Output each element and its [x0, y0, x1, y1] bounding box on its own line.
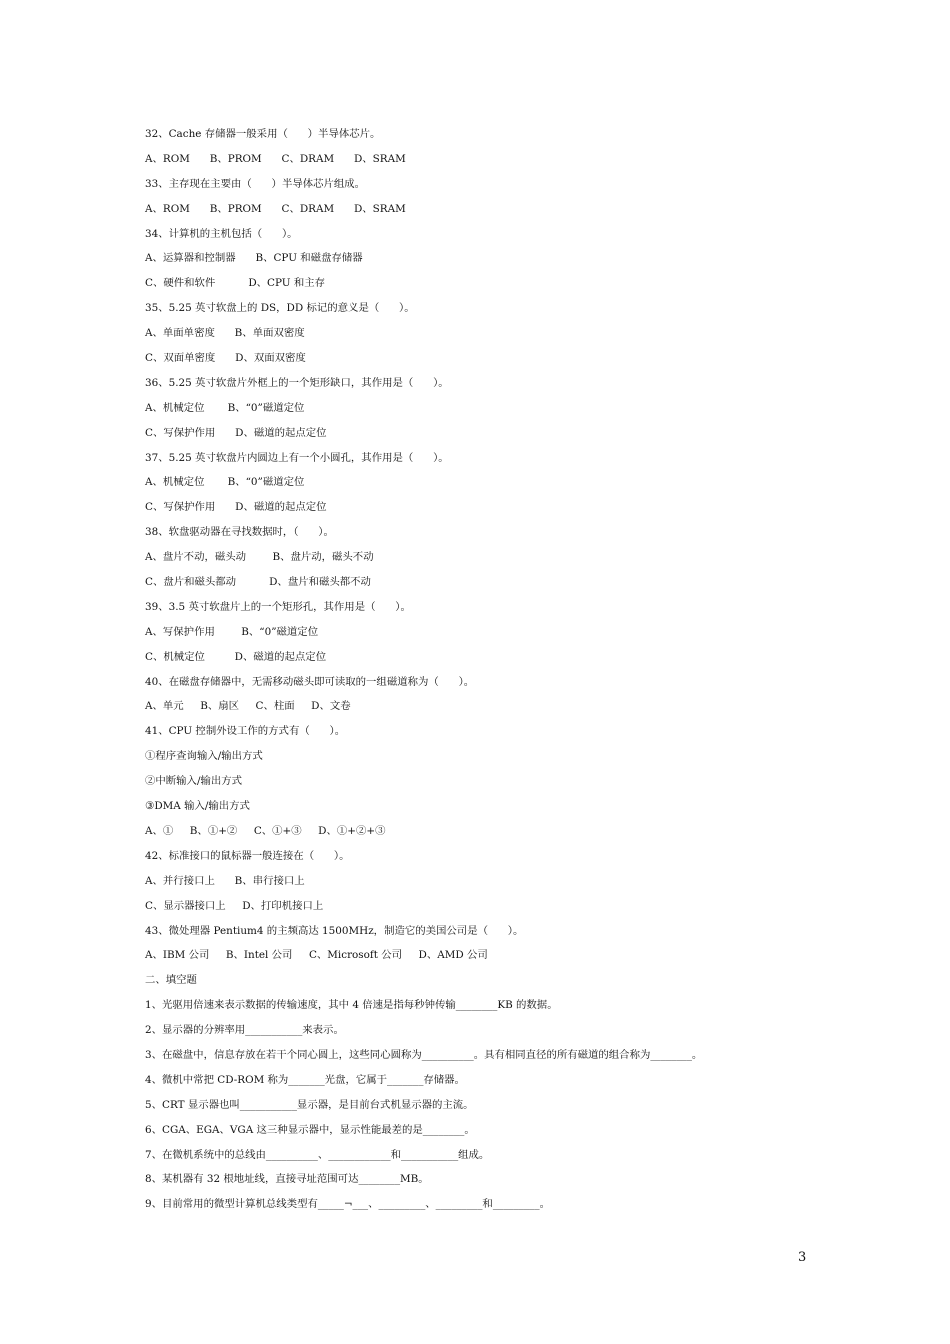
- text-line: 6、CGA、EGA、VGA 这三种显示器中，显示性能最差的是________。: [145, 1123, 475, 1136]
- text-line: 39、3.5 英寸软盘片上的一个矩形孔，其作用是（ ）。: [145, 600, 411, 613]
- text-line: 5、CRT 显示器也叫___________显示器，是目前台式机显示器的主流。: [145, 1098, 474, 1111]
- text-line: C、双面单密度 D、双面双密度: [145, 352, 306, 365]
- text-line: 34、计算机的主机包括（ ）。: [145, 227, 298, 240]
- text-line: 41、CPU 控制外设工作的方式有（ ）。: [145, 725, 346, 738]
- text-line: C、写保护作用 D、磁道的起点定位: [145, 501, 327, 514]
- text-line: 37、5.25 英寸软盘片内圆边上有一个小圆孔，其作用是（ ）。: [145, 451, 449, 464]
- text-line: A、机械定位 B、“0”磁道定位: [145, 476, 305, 489]
- text-line: 33、主存现在主要由（ ）半导体芯片组成。: [145, 177, 366, 190]
- text-line: 36、5.25 英寸软盘片外框上的一个矩形缺口，其作用是（ ）。: [145, 376, 449, 389]
- text-line: ①程序查询输入/输出方式: [145, 750, 263, 763]
- text-line: A、盘片不动，磁头动 B、盘片动，磁头不动: [145, 551, 374, 564]
- text-line: A、ROM B、PROM C、DRAM D、SRAM: [145, 202, 406, 215]
- text-line: 35、5.25 英寸软盘上的 DS，DD 标记的意义是（ ）。: [145, 302, 415, 315]
- text-line: 8、某机器有 32 根地址线，直接寻址范围可达________MB。: [145, 1173, 429, 1186]
- text-line: ③DMA 输入/输出方式: [145, 800, 250, 813]
- text-line: A、① B、①+② C、①+③ D、①+②+③: [145, 824, 386, 837]
- page-number: 3: [798, 1250, 807, 1265]
- text-line: 4、微机中常把 CD-ROM 称为_______光盘，它属于_______存储器。: [145, 1073, 465, 1086]
- text-line: A、ROM B、PROM C、DRAM D、SRAM: [145, 152, 406, 165]
- text-line: A、写保护作用 B、“0”磁道定位: [145, 625, 319, 638]
- text-line: A、单面单密度 B、单面双密度: [145, 327, 305, 340]
- text-line: A、运算器和控制器 B、CPU 和磁盘存储器: [145, 252, 363, 265]
- text-line: 9、目前常用的微型计算机总线类型有_____¬___、_________、_________和_________。: [145, 1198, 550, 1211]
- text-line: 1、光驱用倍速来表示数据的传输速度，其中 4 倍速是指每秒钟传输________KB 的数据。: [145, 999, 558, 1012]
- text-line: C、机械定位 D、磁道的起点定位: [145, 650, 327, 663]
- text-line: A、并行接口上 B、串行接口上: [145, 874, 305, 887]
- text-line: 38、软盘驱动器在寻找数据时，（ ）。: [145, 526, 334, 539]
- text-line: 32、Cache 存储器一般采用（ ）半导体芯片。: [145, 128, 381, 140]
- text-line: A、IBM 公司 B、Intel 公司 C、Microsoft 公司 D、AMD 公司: [145, 949, 488, 962]
- text-line: 43、微处理器 Pentium4 的主频高达 1500MHz，制造它的美国公司是（ ）。: [145, 924, 524, 937]
- text-line: 7、在微机系统中的总线由__________、____________和___________组成。: [145, 1148, 490, 1161]
- text-line: C、硬件和软件 D、CPU 和主存: [145, 277, 326, 290]
- text-line: 42、标准接口的鼠标器一般连接在（ ）。: [145, 849, 350, 862]
- document-body: [145, 122, 845, 1217]
- text-line: A、机械定位 B、“0”磁道定位: [145, 401, 305, 414]
- text-line: C、显示器接口上 D、打印机接口上: [145, 899, 324, 912]
- text-line: C、写保护作用 D、磁道的起点定位: [145, 426, 327, 439]
- text-line: ②中断输入/输出方式: [145, 775, 243, 788]
- text-line: A、单元 B、扇区 C、柱面 D、文卷: [145, 700, 351, 713]
- text-line: 40、在磁盘存储器中，无需移动磁头即可读取的一组磁道称为（ ）。: [145, 675, 475, 688]
- text-line: 2、显示器的分辨率用___________来表示。: [145, 1024, 344, 1037]
- text-line: 3、在磁盘中，信息存放在若干个同心圆上，这些同心圆称为__________。具有相同直径的所有磁道的组合称为________。: [145, 1048, 703, 1061]
- text-line: 二、填空题: [145, 974, 197, 987]
- text-line: C、盘片和磁头都动 D、盘片和磁头都不动: [145, 576, 371, 589]
